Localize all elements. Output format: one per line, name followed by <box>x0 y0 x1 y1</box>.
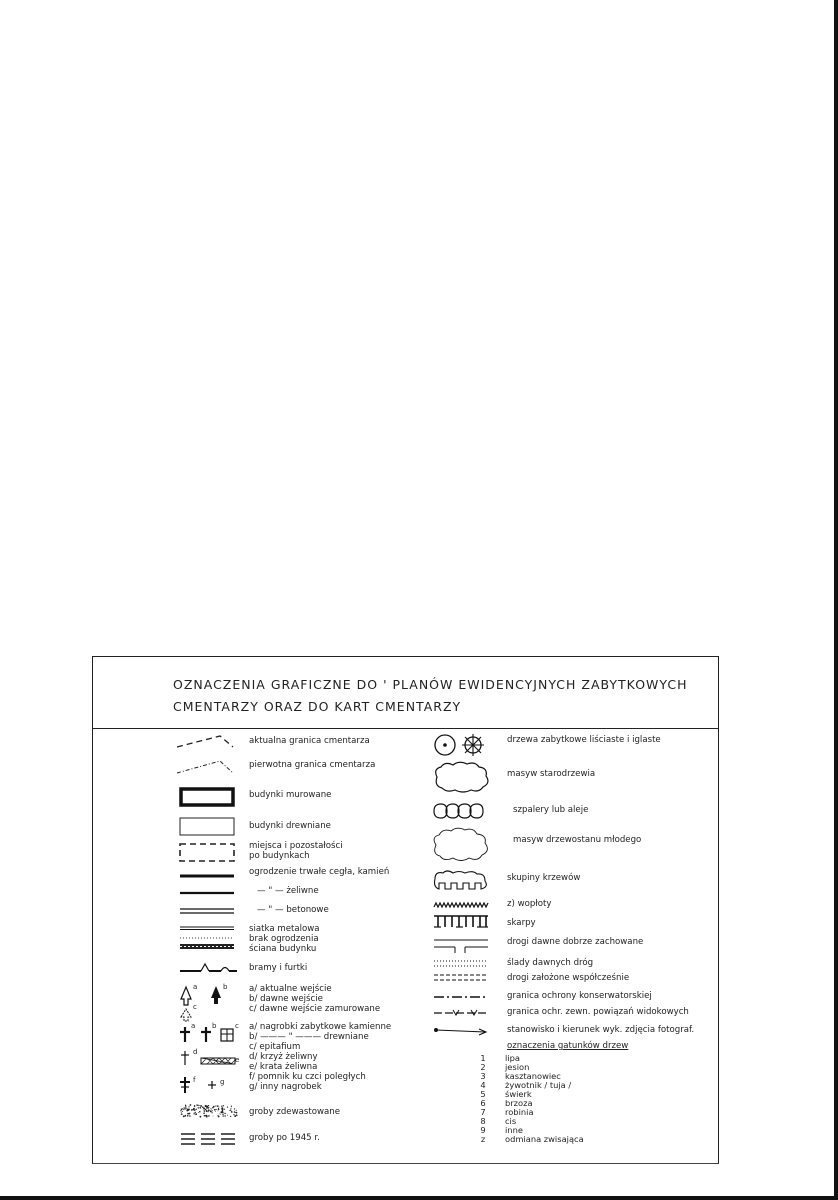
road-traces-symbol <box>433 959 489 969</box>
tomb-letter-c: c <box>235 1022 239 1030</box>
tree-species-number: 5 <box>480 1089 486 1099</box>
tree-species-name: cis <box>505 1116 517 1126</box>
permanent-fence-symbol <box>179 872 235 880</box>
iron-grating-label: e/ krata żeliwna <box>249 1062 318 1072</box>
tree-species-name: kasztanowiec <box>505 1071 561 1081</box>
photo-spot-label: stanowisko i kierunek wyk. zdjęcia fotograf. <box>507 1025 695 1035</box>
entrance-former-label: b/ dawne wejście <box>249 994 323 1004</box>
tree-species-name: robinia <box>505 1107 534 1117</box>
tomb-letter-a: a <box>191 1022 196 1030</box>
tomb-stone-label: a/ nagrobki zabytkowe kamienne <box>249 1022 392 1032</box>
tree-species-number: 2 <box>480 1062 486 1072</box>
iron-fence-symbol <box>179 889 235 897</box>
metal-mesh-label: siatka metalowa <box>249 924 320 934</box>
no-fence-label: brak ogrodzenia <box>249 934 319 944</box>
tree-species-name: lipa <box>505 1053 520 1063</box>
legend-title-line-1: OZNACZENIA GRAFICZNE DO ' PLANÓW EWIDENCYJNYCH ZABYTKOWYCH <box>173 677 688 692</box>
photo-spot-symbol <box>433 1025 489 1035</box>
brick-building-symbol <box>179 787 235 807</box>
new-roads-label: drogi założone współcześnie <box>507 973 630 983</box>
tombstone-symbols <box>179 1024 241 1044</box>
building-wall-label: ściana budynku <box>249 944 317 954</box>
tree-species-number: 8 <box>480 1116 486 1126</box>
tree-species-number: 1 <box>480 1053 486 1063</box>
shrubs-label: skupiny krzewów <box>507 873 581 883</box>
concrete-fence-label: — " — betonowe <box>257 905 329 915</box>
page-edge-right <box>834 0 838 1200</box>
original-border-symbol <box>175 757 235 775</box>
tomb-wooden-label: b/ ——— " ——— drewniane <box>249 1032 369 1042</box>
conservation-border-label: granica ochrony konserwatorskiej <box>507 991 652 1001</box>
tomb-epitaph-label: c/ epitafium <box>249 1042 301 1052</box>
road-traces-label: ślady dawnych dróg <box>507 958 594 968</box>
conservation-border-symbol <box>433 993 489 1001</box>
old-roads-symbol <box>433 937 489 953</box>
escarpments-symbol <box>433 913 489 929</box>
devastated-graves-label: groby zdewastowane <box>249 1107 341 1117</box>
fence-types-label <box>249 924 320 954</box>
old-trees-symbol <box>431 761 491 793</box>
old-roads-label: drogi dawne dobrze zachowane <box>507 937 644 947</box>
building-remains-line-2: po budynkach <box>249 851 310 861</box>
climbing-plants-symbol <box>433 901 489 909</box>
current-border-label: aktualna granica cmentarza <box>249 736 370 746</box>
brick-buildings-label: budynki murowane <box>249 790 332 800</box>
view-border-label: granica ochr. zewn. powiązań widokowych <box>507 1007 689 1017</box>
trees-label: drzewa zabytkowe liściaste i iglaste <box>507 735 661 745</box>
iron-items-label <box>249 1052 366 1092</box>
tree-species-number: z <box>480 1134 486 1144</box>
legend-sheet <box>92 656 719 1164</box>
tomb-letter-d: d <box>193 1048 198 1056</box>
devastated-graves-symbol <box>179 1103 239 1119</box>
tree-species-heading: oznaczenia gatunków drzew <box>507 1041 629 1051</box>
legend-title-line-2: CMENTARZY ORAZ DO KART CMENTARZY <box>173 699 462 714</box>
escarpments-label: skarpy <box>507 918 536 928</box>
entrance-walled-label: c/ dawne wejście zamurowane <box>249 1004 381 1014</box>
young-stand-label: masyw drzewostanu młodego <box>513 835 642 845</box>
graves-after-1945-label: groby po 1945 r. <box>249 1133 320 1143</box>
concrete-fence-symbol <box>179 907 235 915</box>
tree-species-number: 3 <box>480 1071 486 1081</box>
tomb-letter-g: g <box>220 1078 225 1086</box>
iron-fence-label: — " — żeliwne <box>257 886 319 896</box>
tree-species-name: jesion <box>505 1062 530 1072</box>
current-border-symbol <box>175 733 235 749</box>
graves-after-1945-symbol <box>179 1131 239 1147</box>
entrance-current-label: a/ aktualne wejście <box>249 984 332 994</box>
metal-mesh-symbol <box>179 925 235 951</box>
shrubs-symbol <box>431 869 491 893</box>
permanent-fence-label: ogrodzenie trwałe cegła, kamień <box>249 867 390 877</box>
climbing-plants-label: z) wopłoty <box>507 899 552 909</box>
view-border-symbol <box>433 1008 489 1018</box>
tree-species-number: 7 <box>480 1107 486 1117</box>
tree-species-name: żywotnik / tuja / <box>505 1080 572 1090</box>
tree-rows-symbol <box>431 802 491 820</box>
tomb-letter-b: b <box>212 1022 217 1030</box>
entrance-symbols <box>179 983 239 1023</box>
page-edge-bottom <box>0 1196 838 1200</box>
tree-species-name: świerk <box>505 1089 532 1099</box>
tree-symbols <box>433 733 489 757</box>
tomb-letter-f: f <box>193 1076 196 1084</box>
tree-rows-label: szpalery lub aleje <box>513 805 589 815</box>
tree-species-name: brzoza <box>505 1098 533 1108</box>
entrance-letter-b: b <box>223 983 228 991</box>
monument-label: f/ pomnik ku czci poległych <box>249 1072 366 1082</box>
old-trees-label: masyw starodrzewia <box>507 769 596 779</box>
iron-items-symbols <box>179 1049 241 1097</box>
tree-species-number: 4 <box>480 1080 486 1090</box>
legend-title-box <box>93 657 718 729</box>
building-remains-label <box>249 841 343 861</box>
entrance-letter-a: a <box>193 983 198 991</box>
wooden-building-symbol <box>179 817 235 837</box>
other-tomb-label: g/ inny nagrobek <box>249 1082 322 1092</box>
entrances-label <box>249 984 380 1014</box>
gate-symbol <box>179 961 239 975</box>
building-remains-symbol <box>179 843 235 863</box>
original-border-label: pierwotna granica cmentarza <box>249 760 376 770</box>
building-remains-line-1: miejsca i pozostałości <box>249 841 343 851</box>
new-roads-symbol <box>433 973 489 983</box>
tree-species-number: 6 <box>480 1098 486 1108</box>
tombstones-label <box>249 1022 391 1052</box>
iron-cross-label: d/ krzyż żeliwny <box>249 1052 318 1062</box>
entrance-letter-c: c <box>193 1003 197 1011</box>
gates-label: bramy i furtki <box>249 963 308 973</box>
young-stand-symbol <box>431 827 491 863</box>
tree-species-number: 9 <box>480 1125 486 1135</box>
tree-species-name: inne <box>505 1125 523 1135</box>
wooden-buildings-label: budynki drewniane <box>249 821 331 831</box>
tomb-letter-e: e <box>235 1056 240 1064</box>
tree-species-name: odmiana zwisająca <box>505 1134 584 1144</box>
